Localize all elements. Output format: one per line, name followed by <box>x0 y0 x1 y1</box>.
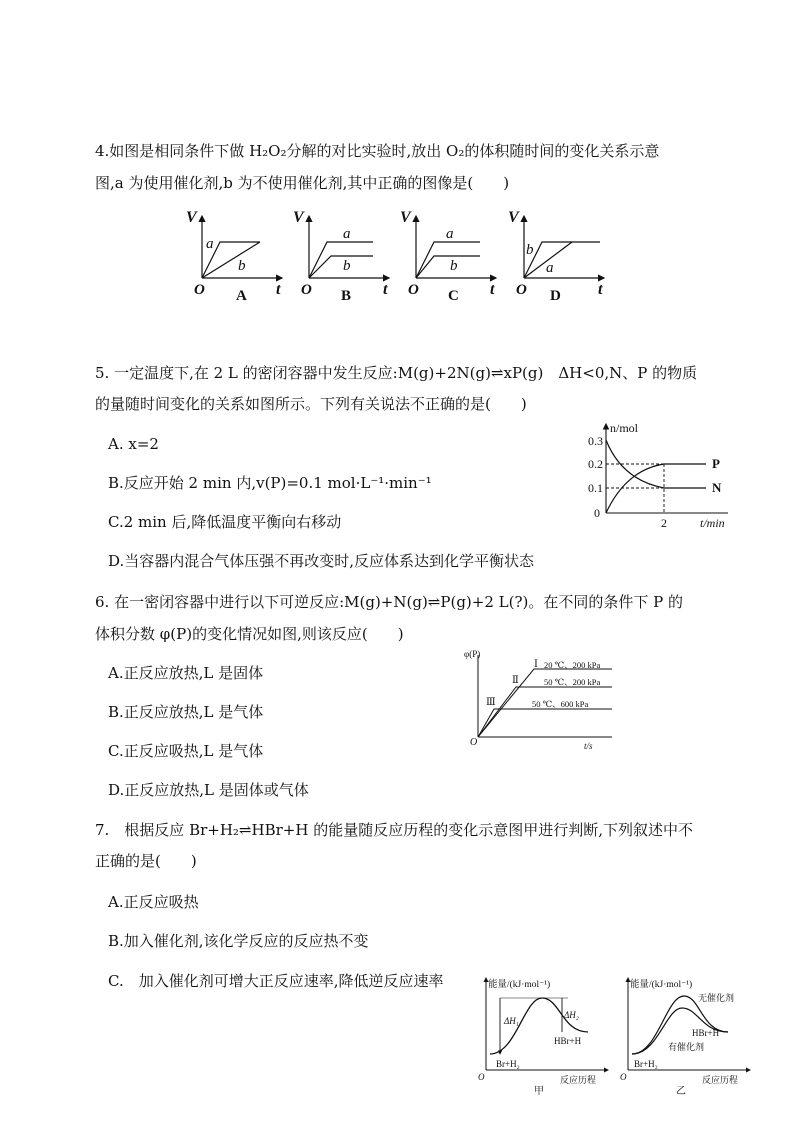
origin: O <box>478 1072 485 1082</box>
q6-option-b: B.正反应放热,L 是气体 <box>108 703 264 721</box>
axis-v: V <box>508 209 519 226</box>
q6-graph <box>462 647 622 755</box>
y-tick: 0.1 <box>588 481 603 495</box>
axis-t: t <box>276 281 281 298</box>
q6-option-c: C.正反应吸热,L 是气体 <box>108 742 264 760</box>
product-label: HBr+H <box>554 1036 582 1046</box>
q4-graph-d <box>502 208 612 308</box>
q7-stem-line2: 正确的是( ) <box>95 852 197 870</box>
x-axis-label: 反应历程 <box>560 1075 597 1085</box>
q5-option-c: C.2 min 后,降低温度平衡向右移动 <box>108 513 342 531</box>
axis-v: V <box>400 209 411 226</box>
origin: O <box>194 282 205 298</box>
q6-option-d: D.正反应放热,L 是固体或气体 <box>108 781 309 799</box>
label-b: b <box>343 258 351 274</box>
axis-v: V <box>293 209 304 226</box>
label-a: a <box>446 226 454 242</box>
x-tick: 2 <box>661 516 667 530</box>
option-label: C <box>448 288 459 304</box>
y-axis-label: 能量/(kJ·mol⁻¹) <box>488 980 551 990</box>
curve-a <box>416 242 480 278</box>
q6-stem-line1: 6. 在一密闭容器中进行以下可逆反应:M(g)+N(g)⇌P(g)+2 L(?)。在不同的条件下 P 的 <box>95 593 683 611</box>
no-catalyst-label: 无催化剂 <box>698 993 735 1003</box>
curve-label-ii: Ⅱ <box>512 675 519 686</box>
x-axis-label: 反应历程 <box>702 1075 739 1085</box>
q4-stem-line2: 图,a 为使用催化剂,b 为不使用催化剂,其中正确的图像是( ) <box>95 174 510 192</box>
curve-label-i: Ⅰ <box>534 659 538 670</box>
q4-graph-b <box>287 208 397 308</box>
label-a: a <box>343 226 351 242</box>
series-label-p: P <box>712 456 720 471</box>
origin: O <box>470 737 478 748</box>
axis-t: t <box>598 281 603 298</box>
q7-stem-line1: 7. 根据反应 Br+H₂⇌HBr+H 的能量随反应历程的变化示意图甲进行判断,下列叙述中不 <box>95 821 693 839</box>
q4-graph-c <box>394 208 504 308</box>
q7-option-a: A.正反应吸热 <box>108 893 199 911</box>
curve-b <box>524 242 600 278</box>
q7-graph-jia <box>476 974 616 1098</box>
curve-cond-i: 20 ℃、200 kPa <box>544 660 601 670</box>
q5-option-b: B.反应开始 2 min 内,v(P)=0.1 mol·L⁻¹·min⁻¹ <box>108 474 432 492</box>
delta-h1: ΔH₁ <box>504 1016 519 1026</box>
origin: 0 <box>594 506 600 520</box>
q7-option-c: C. 加入催化剂可增大正反应速率,降低逆反应速率 <box>108 972 444 990</box>
x-axis-label: t/s <box>584 741 593 751</box>
curve-cond-iii: 50 ℃、600 kPa <box>532 699 589 709</box>
q6-stem-line2: 体积分数 φ(P)的变化情况如图,则该反应( ) <box>95 625 404 643</box>
curve-a <box>309 242 373 278</box>
reactant-label: Br+H₂ <box>634 1059 658 1069</box>
q6-option-a: A.正反应放热,L 是固体 <box>108 664 264 682</box>
q5-option-d: D.当容器内混合气体压强不再改变时,反应体系达到化学平衡状态 <box>108 552 535 570</box>
y-tick: 0.2 <box>588 457 603 471</box>
curve-label-iii: Ⅲ <box>486 697 496 708</box>
caption-jia: 甲 <box>534 1086 544 1097</box>
q7-graph-yi <box>618 974 758 1098</box>
origin: O <box>301 282 312 298</box>
label-b: b <box>238 258 246 274</box>
q4-graph-a <box>180 208 290 308</box>
q7-option-b: B.加入催化剂,该化学反应的反应热不变 <box>108 932 369 950</box>
label-a: a <box>206 236 214 252</box>
label-a: a <box>546 260 554 276</box>
origin: O <box>516 282 527 298</box>
q5-stem-line1: 5. 一定温度下,在 2 L 的密闭容器中发生反应:M(g)+2N(g)⇌xP(g) ΔH<0,N、P 的物质 <box>95 364 698 382</box>
x-axis-label: t/min <box>700 516 725 530</box>
y-tick: 0.3 <box>588 434 603 448</box>
q5-stem-line2: 的量随时间变化的关系如图所示。下列有关说法不正确的是( ) <box>95 395 527 413</box>
y-axis-label: 能量/(kJ·mol⁻¹) <box>630 980 693 990</box>
option-label: A <box>236 288 247 304</box>
q5-option-a: A. x=2 <box>108 435 159 453</box>
series-label-n: N <box>712 480 722 495</box>
axis-t: t <box>490 281 495 298</box>
origin: O <box>408 282 419 298</box>
product-label: HBr+H <box>692 1028 720 1038</box>
label-b: b <box>526 242 534 258</box>
y-axis-label: φ(P) <box>464 649 481 659</box>
with-catalyst-label: 有催化剂 <box>668 1042 705 1052</box>
option-label: B <box>341 288 352 304</box>
option-label: D <box>550 288 561 304</box>
q4-stem-line1: 4.如图是相同条件下做 H₂O₂分解的对比实验时,放出 O₂的体积随时间的变化关系示意 <box>95 142 660 160</box>
curve-cond-ii: 50 ℃、200 kPa <box>544 677 601 687</box>
delta-h2: ΔH₂ <box>564 1010 579 1020</box>
origin: O <box>620 1072 627 1082</box>
label-b: b <box>450 258 458 274</box>
q5-graph <box>586 418 736 530</box>
caption-yi: 乙 <box>676 1086 686 1097</box>
axis-v: V <box>186 209 197 226</box>
reactant-label: Br+H₂ <box>496 1059 520 1069</box>
axis-t: t <box>383 281 388 298</box>
y-axis-label: n/mol <box>610 421 639 435</box>
